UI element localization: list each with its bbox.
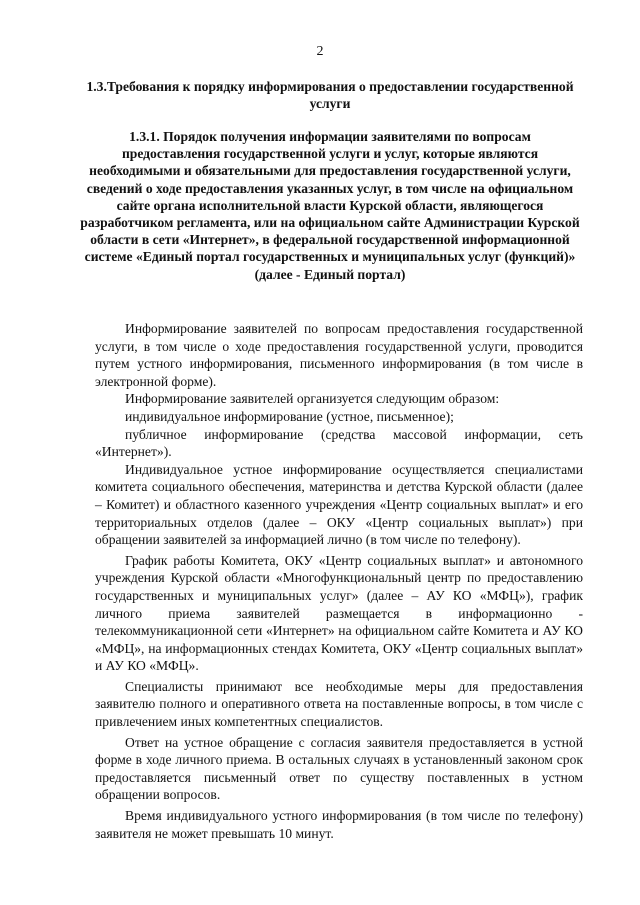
subsection-heading: 1.3.1. Порядок получения информации заявителями по вопросам предоставления государственной услуги и услуг, которые являются необходимыми и обязательными для предоставления государственной услуги, сведений о ходе предоставления указанных услуг, в том числе на официальном сайте органа исполнительной власти Курской области, являющегося разработчиком регламента, или на официальном сайте Администрации Курской области в сети «Интернет», в федеральной государственной информационной системе «Единый портал государственных и муниципальных услуг (функций)» (далее - Единый портал) (80, 129, 580, 282)
paragraph: публичное информирование (средства массовой информации, сеть «Интернет»). (95, 426, 583, 460)
paragraph: Специалисты принимают все необходимые меры для предоставления заявителю полного и оперативного ответа на поставленные вопросы, в том числе с привлечением иных компетентных специалистов. (95, 678, 583, 730)
paragraph: Информирование заявителей по вопросам предоставления государственной услуги, в том числе о ходе предоставления государственной услуги, проводится путем устного информирования, письменного информирования (в том числе в электронной форме). (95, 321, 583, 389)
paragraph: индивидуальное информирование (устное, письменное); (125, 408, 454, 424)
paragraph: График работы Комитета, ОКУ «Центр социальных выплат» и автономного учреждения Курской области «Многофункциональный центр по предоставлению государственных и муниципальных услуг» (далее – АУ КО «МФЦ»), график личного приема заявителей размещается в информационно - телекоммуникационной сети «Интернет» на официальном сайте Комитета и АУ КО «МФЦ», на информационных стендах Комитета, ОКУ «Центр социальных выплат» и АУ КО «МФЦ». (95, 552, 583, 674)
paragraph: Информирование заявителей организуется следующим образом: (125, 391, 500, 407)
page-number: 2 (316, 44, 324, 59)
section-heading: 1.3.Требования к порядку информирования о предоставлении государственной услуги (86, 79, 574, 112)
paragraph: Ответ на устное обращение с согласия заявителя предоставляется в устной форме в ходе личного приема. В остальных случаях в установленный законом срок предоставляется письменный ответ по существу поставленных в устном обращении вопросов. (95, 734, 583, 803)
paragraph: Индивидуальное устное информирование осуществляется специалистами комитета социального обеспечения, материнства и детства Курской области (далее – Комитет) и областного казенного учреждения «Центр социальных выплат» и его территориальных отделов (далее – ОКУ «Центр социальных выплат») при обращении заявителей за информацией лично (в том числе по телефону). (95, 461, 583, 548)
paragraph: Время индивидуального устного информирования (в том числе по телефону) заявителя не может превышать 10 минут. (95, 808, 583, 841)
body-text (95, 320, 583, 842)
